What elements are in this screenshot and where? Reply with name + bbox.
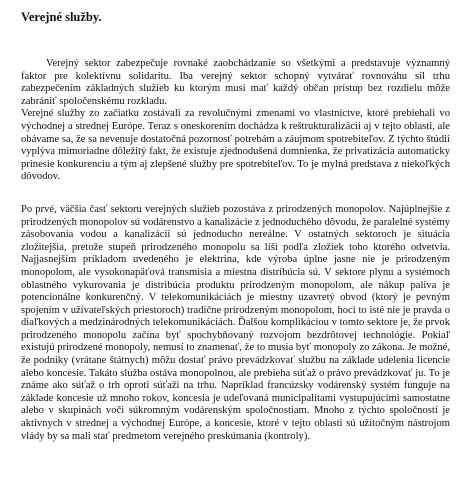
paragraph-gap: [21, 184, 450, 204]
paragraph-1: Verejný sektor zabezpečuje rovnaké zaobchádzanie so všetkými a predstavuje významný faktor pre kolektívnu solidaritu. Iba verejný sektor schopný vytvárať rovnováhu síl trhu zabezpečením základných služieb ku ktorým musí mať každý občan prístup bez rozdielu môže zabrániť spoločenskému rozkladu.: [21, 58, 450, 107]
document-title: Verejné služby.: [21, 10, 102, 24]
paragraph-3: Po prvé, väčšia časť sektoru verejných služieb pozostáva z prirodzených monopolov. Najúplnejšie z prirodzených monopolov sú vodárenstvo a kanalizácie z jednoduchého dôvodu, že paralelné systémy zásobovania vodou a kanalizácií sú jednoducho nereálne. V ostatných sektoroch je situácia zložitejšia, pretože stupeň prirodzeného monopolu sa líši podľa zložiek toho ktorého odvetvia. Najjasnejším príkladom uvedeného je elektrina, kde výroba úplne jasne nie je prirodzeným monopolom, ale vysokonapäťová transmisia a miestna distribúcia sú. V sektore plynu a systémoch oblastného vykurovania je distribúcia produktu prirodzeným monopolom, ale nákup paliva je potencionálne konkurenčný. V telekomunikáciách je miestny uzavretý obvod (ktorý je pevným spojením v užívateľských priestoroch) tradične prirodzeným monopolom, hoci to isté nie je pravda o diaľkových a medzinárodných telekomunikáciách. Ďalšou komplikáciou v tomto sektore je, že prvok prirodzeného monopolu začína byť spochybňovaný rozvojom bezdrôtovej technológie. Pokiaľ existujú prirodzené monopoly, nemusí to znamenať, že to musia byť monopoly zo zákona. Je možné, že podniky (vrátane štátnych) môžu dostať právo prevádzkovať službu na základe udelenia licencie alebo koncesie. Takáto služba ostáva monopolnou, ale prebieha súťaž o právo prevádzkovať ju. To je známe ako súťaž o trh oproti súťaži na trhu. Napríklad francúzsky vodárenský systém funguje na základe koncesie už mnoho rokov, koncesia je udeľovaná municipalitami vystupujúcimi samostatne alebo v skupinách voči súkromným vodárenským spoločnostiam. Mnoho z týchto spoločností je aktívnych v strednej a východnej Európe, a koncesie, ktoré v tejto oblasti sú užitočným nástrojom vlády by sa mali stať predmetom verejného preskúmania (kontroly).: [21, 203, 450, 442]
paragraph-2: Verejné služby zo začiatku zostávali za revolučnými zmenami vo vlastníctve, ktoré prebiehali vo východnej a strednej Európe. Teraz s oneskorením dochádza k reštrukturalizácii aj v tejto oblasti, ale obávame sa, že sa nevenuje dostatočná pozornosť potrebám a záujmom spotrebiteľov. Z týchto štúdií vyplýva mimoriadne dôležitý fakt, že existuje zjednodušená domnienka, že privatizácia automaticky prinesie konkurenciu a tým aj zlepšené služby pre spotrebiteľov. To je mylná predstava z niekoľkých dôvodov.: [21, 108, 450, 183]
